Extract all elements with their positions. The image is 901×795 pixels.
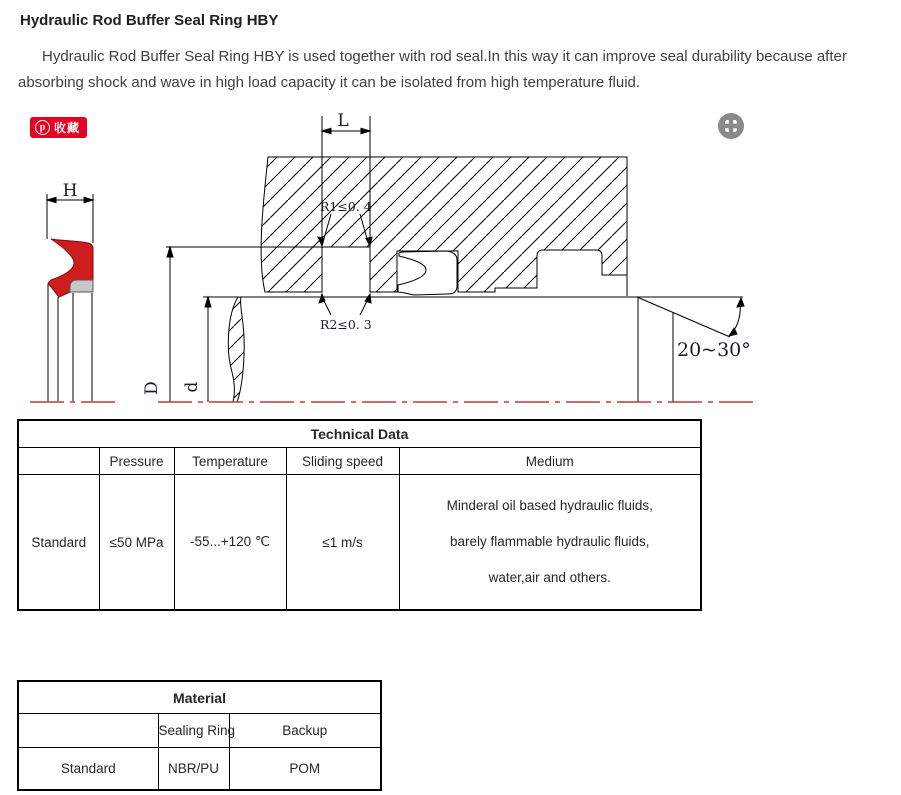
header-medium: Medium xyxy=(399,448,701,475)
material-table-data-row xyxy=(18,748,381,791)
pinterest-circle-icon: p xyxy=(35,120,50,135)
radius1-label: R1≤0. 4 xyxy=(320,199,372,214)
cell-temperature: -55...+120 ℃ xyxy=(174,475,286,611)
cell-pressure: ≤50 MPa xyxy=(99,475,174,611)
medium-line: water,air and others. xyxy=(488,570,611,585)
chamfer-angle-label: 20~30° xyxy=(677,339,751,361)
save-badge-label: 收藏 xyxy=(54,121,81,135)
medium-line: barely flammable hydraulic fluids, xyxy=(449,534,650,549)
rod-break-section xyxy=(228,297,244,402)
dim-label-H: H xyxy=(62,181,78,201)
header-empty xyxy=(18,448,99,475)
header-pressure: Pressure xyxy=(99,448,174,475)
pinterest-save-badge[interactable] xyxy=(30,117,87,138)
medium-line: Minderal oil based hydraulic fluids, xyxy=(446,498,653,513)
header-backup: Backup xyxy=(229,714,381,748)
technical-table-header-row xyxy=(18,448,701,475)
header-temperature: Temperature xyxy=(174,448,286,475)
dim-label-D: D xyxy=(142,381,162,395)
rod-and-chamfer xyxy=(203,297,744,402)
cell-sliding-speed: ≤1 m/s xyxy=(286,475,399,611)
product-description: Hydraulic Rod Buffer Seal Ring HBY is used together with rod seal.In this way it can improve seal durability because after absorbing shock and wave in high load capacity it can be isolated from high temperature fluid. xyxy=(18,48,847,91)
fullscreen-icon[interactable] xyxy=(717,112,745,140)
header-sealing-ring: Sealing Ring xyxy=(158,714,229,748)
cell-sealing-ring: NBR/PU xyxy=(158,748,229,791)
seal-profile-outline xyxy=(398,251,457,295)
cell-medium xyxy=(399,475,701,611)
seal-cross-section xyxy=(47,194,93,401)
header-sliding-speed: Sliding speed xyxy=(286,448,399,475)
seal-installation-drawing xyxy=(0,110,901,415)
dim-label-L: L xyxy=(337,111,349,131)
header-empty xyxy=(18,714,158,748)
technical-data-table xyxy=(17,419,702,611)
backup-ring-gray xyxy=(70,280,93,292)
material-table xyxy=(17,680,382,791)
technical-table-title: Technical Data xyxy=(18,420,701,448)
cell-standard: Standard xyxy=(18,748,158,791)
technical-table-data-row xyxy=(18,475,701,611)
material-table-title: Material xyxy=(18,681,381,714)
material-table-header-row xyxy=(18,714,381,748)
radius2-label: R2≤0. 3 xyxy=(320,317,372,332)
cell-standard: Standard xyxy=(18,475,99,611)
cell-backup: POM xyxy=(229,748,381,791)
page-title: Hydraulic Rod Buffer Seal Ring HBY xyxy=(20,12,279,29)
dimension-d xyxy=(205,297,211,402)
dim-label-d: d xyxy=(182,381,202,393)
